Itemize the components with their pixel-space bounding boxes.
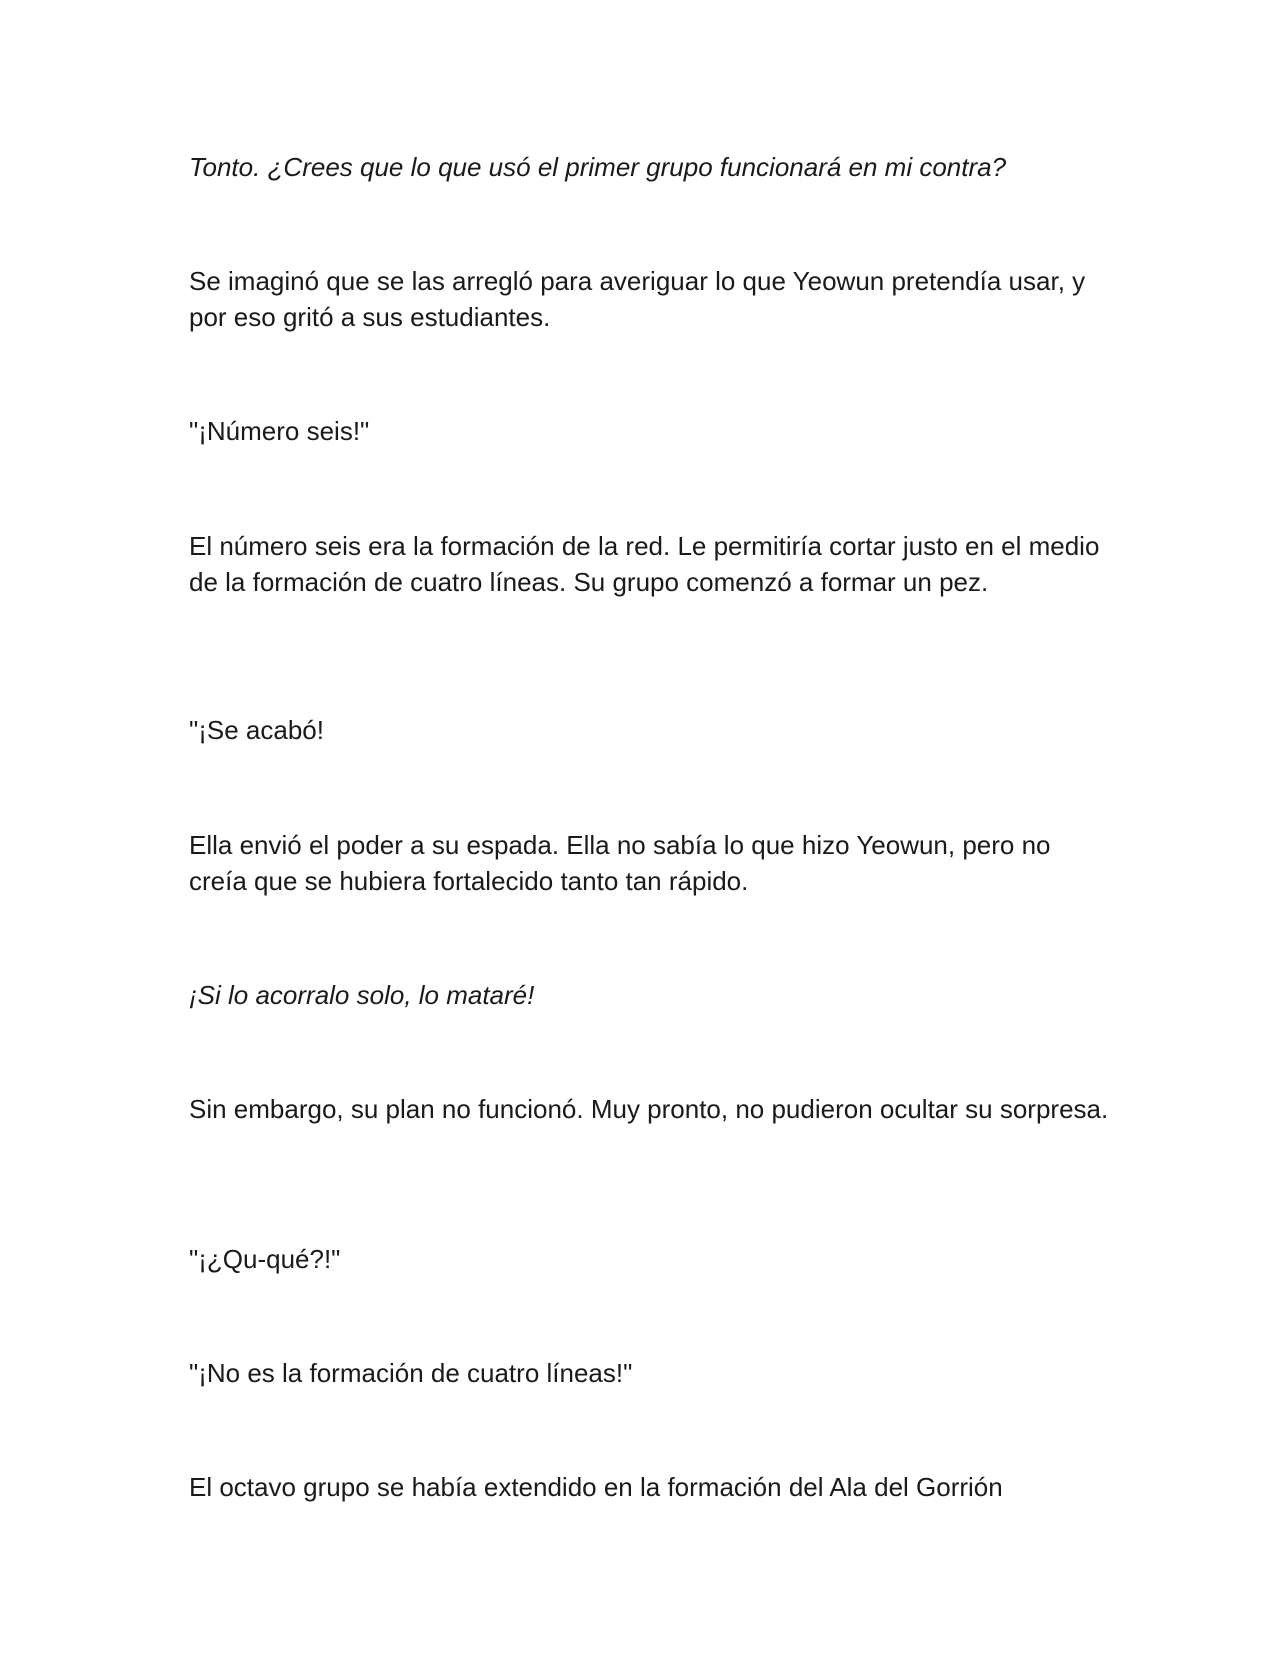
paragraph-6: Ella envió el poder a su espada. Ella no sabía lo que hizo Yeowun, pero no creía que se hubiera fortalecido tanto tan rápido. [189,830,1051,896]
paragraph-4: El número seis era la formación de la red. Le permitiría cortar justo en el medio de la formación de cuatro líneas. Su grupo comenzó a formar un pez. [189,531,1100,597]
paragraph-5: "¡Se acabó! [189,715,324,745]
paragraph-8: Sin embargo, su plan no funcionó. Muy pronto, no pudieron ocultar su sorpresa. [189,1094,1109,1124]
paragraph-1: Tonto. ¿Crees que lo que usó el primer grupo funcionará en mi contra? [189,152,1007,182]
paragraph-9: "¡¿Qu-qué?!" [189,1244,341,1274]
paragraph-11: El octavo grupo se había extendido en la formación del Ala del Gorrión [189,1472,1003,1502]
paragraph-7: ¡Si lo acorralo solo, lo mataré! [189,980,535,1010]
paragraph-3: "¡Número seis!" [189,416,370,446]
paragraph-10: "¡No es la formación de cuatro líneas!" [189,1358,633,1388]
paragraph-2: Se imaginó que se las arregló para averiguar lo que Yeowun pretendía usar, y por eso gritó a sus estudiantes. [189,266,1086,332]
